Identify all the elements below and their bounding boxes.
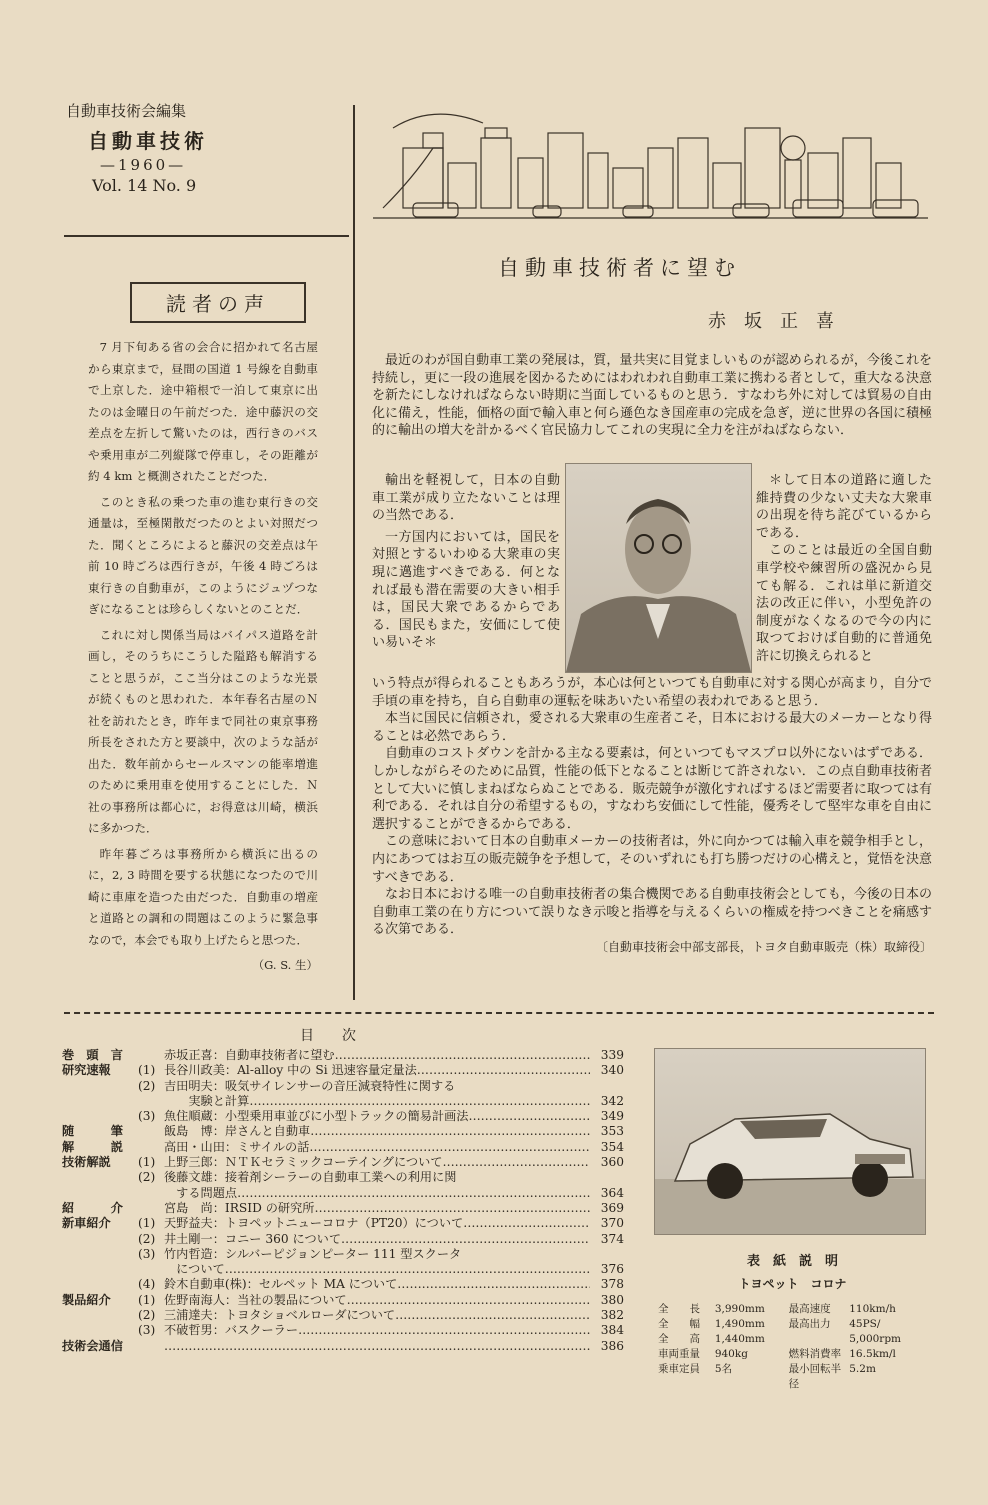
toc-page: 339 <box>600 1048 624 1062</box>
readers-voice-body <box>88 337 318 977</box>
cover-specs <box>658 1302 925 1392</box>
spec-cell: 16.5km/l <box>849 1348 896 1360</box>
toc-section <box>62 1247 138 1262</box>
toc-section <box>62 1232 138 1247</box>
toc-number: (3) <box>138 1323 156 1338</box>
toc-row <box>62 1186 624 1201</box>
toc-title: 天野益夫：トヨペットニューコロナ（PT20）について ……………………………………………………………………………………………… <box>164 1216 590 1231</box>
journal-title: 自動車技術 <box>88 129 208 153</box>
toc-page: 382 <box>600 1308 624 1323</box>
toc-number <box>138 1140 164 1155</box>
author-affiliation: 〔自動車技術会中部支部長，トヨタ自動車販売（株）取締役〕 <box>595 939 932 954</box>
toc-title: について ……………………………………………………………………………………………… <box>164 1262 590 1277</box>
spec-cell: 全 長 <box>658 1303 700 1315</box>
spec-cell: 940kg <box>714 1348 748 1360</box>
toc-page: 384 <box>600 1323 624 1338</box>
toc-number: (2) <box>138 1231 156 1246</box>
toc-row <box>62 1293 624 1308</box>
toc-section: 紹 介 <box>62 1200 123 1215</box>
toc-heading: 目 次 <box>300 1028 356 1044</box>
toc-row <box>62 1201 624 1216</box>
essay-paragraph: 輸出を軽視して，日本の自動車工業が成り立たないことは理の当然である． <box>372 473 560 524</box>
toc-page: 386 <box>600 1338 624 1353</box>
readers-voice-signature: （G. S. 生） <box>252 958 318 972</box>
essay-paragraph: 最近のわが国自動車工業の発展は，質，量共実に目覚ましいものが認められるが，今後これを持続し，更に一段の進展を図かるためにはわれわれ自動車工業に携わる者として，重大なる決意を新たにしなければならない時期に当面しているものと思う．すなわち外に対しては貿易の自由化に備え，性能，価格の面で輸入車と何ら遜色なき国産車の完成を急ぎ，逆に世界の各国に積極的に輸出の増大を計かるべく官民協力してこれの実現に全力を注がねばならない． <box>372 353 932 439</box>
toc-title: 飯島 博：岸さんと自動車 ……………………………………………………………………………………………… <box>164 1124 590 1139</box>
toc-number <box>138 1201 164 1216</box>
cover-heading: 表 紙 説 明 <box>746 1254 838 1269</box>
toc-page: 378 <box>600 1277 624 1292</box>
toc-title: 後藤文雄：接着剤シーラーの自動車工業への利用に関 <box>164 1170 457 1185</box>
spec-cell: 1,440mm <box>714 1333 765 1345</box>
spec-row <box>658 1332 925 1347</box>
spec-cell: 5,000rpm <box>849 1333 902 1345</box>
toc-number: (2) <box>138 1170 156 1185</box>
toc-number <box>138 1262 164 1277</box>
toc-section <box>62 1079 138 1094</box>
toc-row <box>62 1094 624 1109</box>
toc-number: (2) <box>138 1308 156 1323</box>
toc-page: 349 <box>600 1109 624 1124</box>
toc-number <box>138 1048 164 1063</box>
editor-credit: 自動車技術会編集 <box>66 102 187 120</box>
readers-voice-paragraph: 昨年暮ごろは事務所から横浜に出るのに，2, 3 時間を要する状態になつたので川崎に車庫を造つた由だつた．自動車の増産と道路との調和の問題はこのように緊急事なので，本会でも取り上げたらと思つた． <box>88 846 318 947</box>
toc-section <box>62 1277 138 1292</box>
toc-row <box>62 1140 624 1155</box>
toc-row <box>62 1232 624 1247</box>
toc-title: 高田・山田：ミサイルの話 ……………………………………………………………………………………………… <box>164 1140 590 1155</box>
spec-cell: 乗車定員 <box>658 1363 700 1375</box>
readers-voice-paragraph: 7 月下旬ある省の会合に招かれて名古屋から東京まで，昼間の国道 1 号線を自動車で上京した．途中箱根で一泊して東京に出たのは金曜日の午前だつた．途中藤沢の交差点を左折して驚いたのは，西行きのバスや乗用車が二列縦隊で停車し，その距離が約 4 km と概測されたことだつた． <box>88 340 318 483</box>
toc-row <box>62 1216 624 1231</box>
essay-title: 自動車技術者に望む <box>498 256 741 280</box>
toc-title <box>164 1339 590 1354</box>
toc-page: 376 <box>600 1262 624 1277</box>
toc-section: 随 筆 <box>62 1124 123 1139</box>
toc-row <box>62 1339 624 1354</box>
toc-page: 370 <box>600 1216 624 1231</box>
toc-row <box>62 1079 624 1094</box>
toc-number: (1) <box>138 1155 156 1170</box>
toc-page <box>590 1079 624 1094</box>
toc-row <box>62 1048 624 1063</box>
toc-title: 佐野南海人：当社の製品について ……………………………………………………………………………………………… <box>164 1293 590 1308</box>
toc-section <box>62 1186 138 1201</box>
cover-model: トヨペット コロナ <box>738 1277 847 1291</box>
spec-row <box>658 1347 925 1362</box>
toc-title: 井土剛一：コニー 360 について ……………………………………………………………………………………………… <box>164 1232 590 1247</box>
essay-left-column <box>372 472 560 652</box>
spec-row <box>658 1302 925 1317</box>
readers-voice-paragraph: このとき私の乗つた車の進む東行きの交通量は，至極閑散だつたのとよい対照だつた．聞くところによると藤沢の交差点は午前 10 時ごろは西行きが，午後 4 時ごろは東行きの自動車が，このようにジュヅつなぎになることは珍らしくないとのことだ． <box>88 494 318 616</box>
author-portrait-photo <box>565 463 752 673</box>
toc-title: 実験と計算 ……………………………………………………………………………………………… <box>164 1094 590 1109</box>
toc-title: 不破哲男：バスクーラー ……………………………………………………………………………………………… <box>164 1323 590 1338</box>
toc-section <box>62 1308 138 1323</box>
toc-title: 鈴木自動車(株)：セルペット MA について ……………………………………………………………………………………………… <box>164 1277 590 1292</box>
toc-section: 研究速報 <box>62 1063 111 1078</box>
toc-section <box>62 1262 138 1277</box>
spec-cell: 最高出力 <box>788 1318 831 1330</box>
spec-cell: 車両重量 <box>658 1348 700 1360</box>
essay-paragraph: 本当に国民に信頼され，愛される大衆車の生産者こそ，日本における最大のメーカーとなり得ることは必然であらう． <box>372 711 932 744</box>
masthead-rule <box>64 235 349 237</box>
toc-section: 製品紹介 <box>62 1292 111 1307</box>
essay-paragraph: なお日本における唯一の自動車技術者の集合機関である自動車技術会としても，今後の日本の自動車工業の在り方について誤りなき示唆と指導を与えるくらいの権威を持つべきことを痛感する次第である． <box>372 887 932 938</box>
toc-title: 魚住順蔵：小型乗用車並びに小型トラックの簡易計画法 ……………………………………………………………………………………………… <box>164 1109 590 1124</box>
spec-cell: 最高速度 <box>788 1303 831 1315</box>
toc-row <box>62 1124 624 1139</box>
table-of-contents <box>62 1048 624 1354</box>
toc-page: 369 <box>600 1200 624 1215</box>
toc-row <box>62 1247 624 1262</box>
cover-caption <box>660 1250 925 1392</box>
toc-section: 巻 頭 言 <box>62 1048 123 1062</box>
toc-title: 竹内哲造：シルバーピジョンピーター 111 型スクータ <box>164 1246 462 1261</box>
essay-paragraph: この意味において日本の自動車メーカーの技術者は，外に向かつては輸入車を競争相手とし，内にあつてはお互の販売競争を予想して，そのいずれにも打ち勝つだけの心構えと，覚悟を決意すべきである． <box>372 834 932 885</box>
toc-page: 353 <box>600 1124 624 1139</box>
toc-page: 374 <box>600 1231 624 1246</box>
spec-cell: 45PS/ <box>849 1318 881 1330</box>
toc-title: 吉田明夫：吸気サイレンサーの音圧減衰特性に関する <box>164 1078 456 1093</box>
toc-number: (1) <box>138 1292 156 1307</box>
toc-section: 解 説 <box>62 1139 123 1154</box>
spec-cell: 全 幅 <box>658 1318 700 1330</box>
toc-row <box>62 1277 624 1292</box>
journal-year: —1960— <box>100 156 187 174</box>
readers-voice-heading: 読者の声 <box>130 282 306 323</box>
toc-page: 342 <box>600 1093 624 1108</box>
spec-cell: 全 高 <box>658 1333 700 1345</box>
city-skyline-illustration <box>373 108 928 230</box>
toc-title: 三浦達夫：トヨタショベルローダについて ……………………………………………………………………………………………… <box>164 1308 590 1323</box>
essay-paragraph: ＊して日本の道路に適した維持費の少ない丈夫な大衆車の出現を待ち詫びているからである． <box>756 473 932 541</box>
toc-section <box>62 1109 138 1124</box>
toc-title: する問題点 ……………………………………………………………………………………………… <box>164 1186 590 1201</box>
toc-section <box>62 1323 138 1338</box>
spec-cell: 1,490mm <box>714 1318 765 1330</box>
spec-row <box>658 1362 925 1392</box>
toc-number: (1) <box>138 1216 156 1231</box>
spec-row <box>658 1317 925 1332</box>
journal-volume: Vol. 14 No. 9 <box>92 176 197 195</box>
toc-title: 長谷川政美：Al-alloy 中の Si 迅速容量定量法 ……………………………………………………………………………………………… <box>164 1063 590 1078</box>
essay-paragraph: いう特点が得られることもあろうが，本心は何といつても自動車に対する関心が高まり，自分で手頃の車を持ち，自ら自動車の運転を味あいたい希望の表われであると思う． <box>372 676 932 709</box>
toc-number: (1) <box>138 1063 156 1078</box>
essay-author: 赤坂正喜 <box>708 311 852 332</box>
toc-page: 380 <box>600 1292 624 1307</box>
toc-title: 宮島 尚：IRSID の研究所 ……………………………………………………………………………………………… <box>164 1201 590 1216</box>
toc-section <box>62 1170 138 1185</box>
toc-page <box>590 1170 624 1185</box>
essay-body-top <box>372 352 932 440</box>
spec-cell: 5名 <box>714 1363 732 1375</box>
toc-page: 354 <box>600 1139 624 1154</box>
essay-body-bottom <box>372 675 932 957</box>
toc-number: (3) <box>138 1246 156 1261</box>
toc-row <box>62 1063 624 1078</box>
essay-right-column <box>756 472 932 666</box>
toc-section <box>62 1094 138 1109</box>
cover-car-photo <box>654 1048 926 1235</box>
toc-number <box>138 1094 164 1109</box>
spec-cell: 5.2m <box>849 1363 876 1375</box>
toc-section: 技術会通信 <box>62 1338 123 1353</box>
spec-cell: 燃料消費率 <box>788 1348 842 1360</box>
toc-page <box>590 1247 624 1262</box>
masthead <box>66 100 336 195</box>
essay-paragraph: 一方国内においては，国民を対照とするいわゆる大衆車の実現に邁進すべきである．何となれば最も潜在需要の大きい相手は，国民大衆であるからである．国民もまた，安価にして使い易いそ＊ <box>372 529 560 651</box>
toc-section: 技術解説 <box>62 1155 111 1170</box>
readers-voice-paragraph: これに対し関係当局はバイパス道路を計画し，そのうちにこうした隘路も解消することと思うが，ここ当分はこのような光景が続くものと思われた．本年春名古屋のＮ社を訪れたとき，昨年まで同社の東京事務所長をされた方と要談中，次のような話が出た．数年前からセールスマンの能率増進のために乗用車を使用することにした．Ｎ社の事務所は都心に，お得意は川崎，横浜に多かつた． <box>88 627 318 835</box>
essay-paragraph: 自動車のコストダウンを計かる主なる要素は，何といつてもマスプロ以外にないはずである．しかしながらそのために品質，性能の低下となることは断じて許されない．この点自動車技術者として大いに慎しまねばならぬことである．販売競争が激化すればするほど需要者に取つては有利である．それは自分の希望するもの，すなわち安価にして性能，優秀そして堅牢な車を自由に選択することができるからである． <box>372 746 933 832</box>
toc-row <box>62 1323 624 1338</box>
essay-paragraph: このことは最近の全国自動車学校や練習所の盛況から見ても解る．これは単に新道交法の改正に伴い，小型免許の制度がなくなるので今の内に取つておけば自動的に普通免許に切換えられると <box>756 543 932 664</box>
toc-page: 364 <box>600 1185 624 1200</box>
spec-cell: 最小回転半径 <box>788 1363 842 1390</box>
toc-number <box>138 1124 164 1139</box>
toc-row <box>62 1170 624 1185</box>
toc-row <box>62 1109 624 1124</box>
toc-number: (3) <box>138 1109 156 1124</box>
toc-number: (2) <box>138 1078 156 1093</box>
toc-title: 上野三郎：ＮＴＫセラミックコーテイングについて ……………………………………………………………………………………………… <box>164 1155 590 1170</box>
spec-cell: 110km/h <box>849 1303 896 1315</box>
column-divider <box>353 105 355 1000</box>
section-divider <box>64 1012 934 1014</box>
toc-number: (4) <box>138 1277 156 1292</box>
toc-row <box>62 1308 624 1323</box>
toc-number <box>138 1339 164 1354</box>
spec-cell: 3,990mm <box>714 1303 765 1315</box>
toc-row <box>62 1155 624 1170</box>
toc-section: 新車紹介 <box>62 1216 111 1231</box>
spec-cell <box>789 1332 850 1347</box>
toc-row <box>62 1262 624 1277</box>
toc-title: 赤坂正喜：自動車技術者に望む ……………………………………………………………………………………………… <box>164 1048 590 1063</box>
toc-number <box>138 1186 164 1201</box>
toc-page: 360 <box>600 1155 624 1170</box>
toc-page: 340 <box>600 1063 624 1078</box>
